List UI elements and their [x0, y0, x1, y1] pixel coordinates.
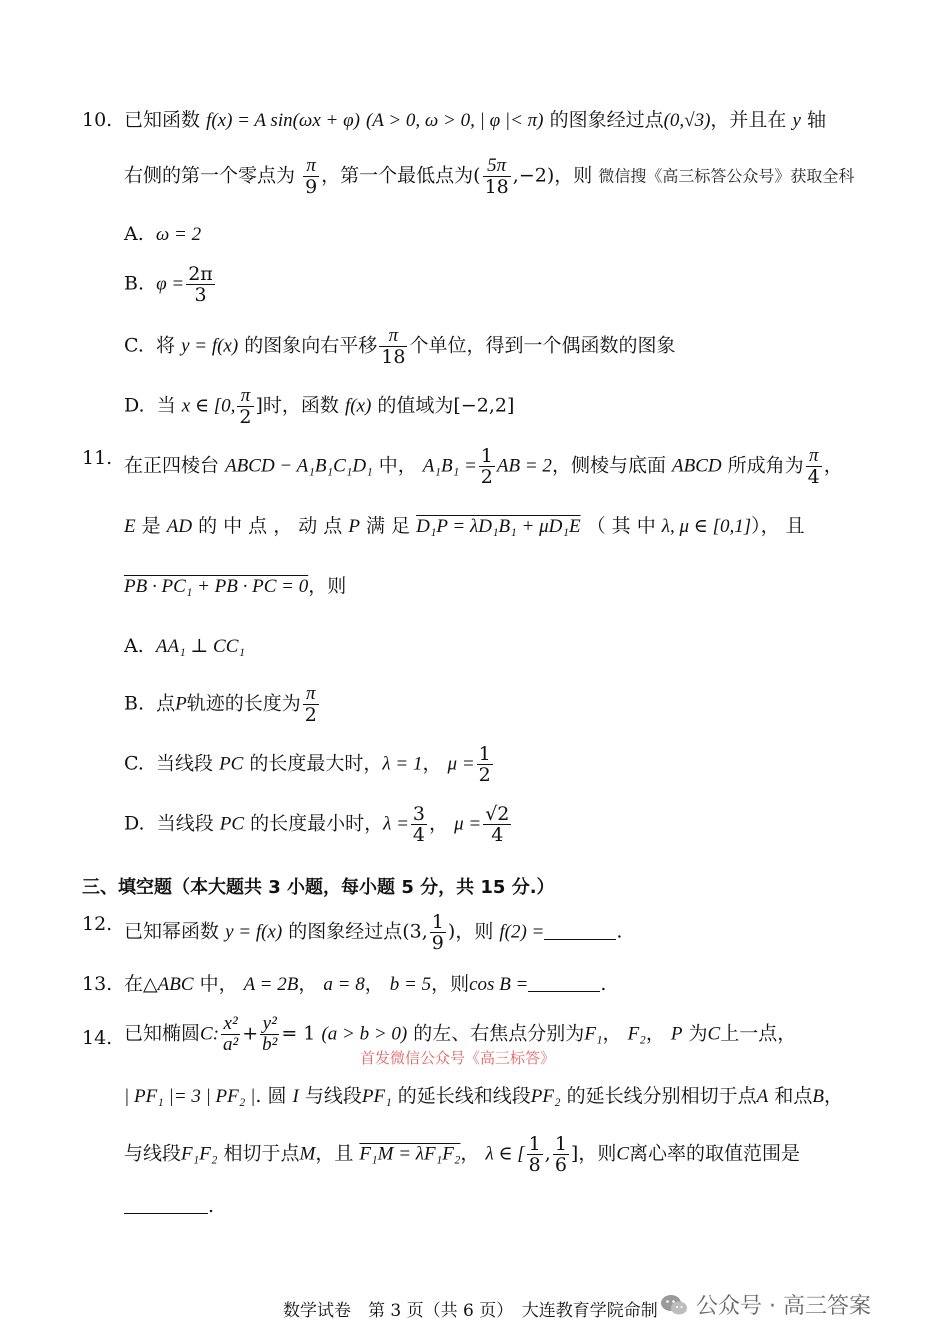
- q12-answer-blank[interactable]: [544, 921, 616, 940]
- q10-point: (0,√3): [663, 110, 711, 131]
- page-footer: 数学试卷 第 3 页（共 6 页） 大连教育学院命制: [283, 1301, 658, 1321]
- q14-answer-blank[interactable]: [124, 1195, 208, 1214]
- q12-number: 12.: [82, 913, 113, 935]
- watermark-red: 首发微信公众号《高三标答》: [360, 1049, 556, 1067]
- q13-answer-blank[interactable]: [528, 973, 600, 992]
- section-heading: 三、填空题（本大题共 3 小题，每小题 5 分，共 15 分.）: [82, 877, 555, 898]
- q10-y: y: [792, 110, 801, 131]
- q11-solid: ABCD − A₁B₁C₁D₁: [225, 455, 373, 477]
- watermark-text: 微信搜《高三标答公众号》获取全科: [598, 166, 855, 186]
- q10-function: f(x) = A sin(ωx + φ): [206, 110, 360, 131]
- q10-number: 10.: [82, 109, 113, 131]
- q10-zero-fraction: $\frac{\pi}{9}$: [305, 155, 318, 198]
- q10-text: 已知函数: [124, 109, 201, 131]
- q10-text: ，第一个最低点为: [321, 164, 474, 187]
- q11-vector-eq: D₁P = λD₁B₁ + μD₁E: [416, 516, 581, 537]
- q10-min-fraction: $\frac{5\pi}{18}$: [484, 155, 509, 198]
- wechat-icon: [660, 1293, 688, 1317]
- q10-text: 右侧的第一个零点为: [124, 164, 296, 187]
- q13-number: 13.: [82, 973, 113, 995]
- q11-number: 11.: [82, 447, 113, 469]
- q10-text: 的图象经过点: [549, 109, 664, 131]
- exam-page: 10. 已知函数 f(x) = A sin(ωx + φ) (A > 0, ω > 0, | φ |< π) 的图象经过点(0,√3)，并且在 y 轴 右侧的第一个零点为 $\frac{\pi}{9}$ ，第一个最低点为( $\frac{5\pi}{18}$ ,−2)，则 微信搜《高三标答公众号》获取全科 A. ω = 2 B. φ = $\frac{2\pi}{3}$ C. 将 y = f(x) 的图象向右平移 $\frac{\pi}{18}$ 个单位，得到一个偶函数的图象 D. 当 x ∈ [0, $\frac{\pi}{2}$ ]时，函数 f(x) 的值域为[−2,2] 11. 在正四棱台 ABCD − A₁B₁C₁D₁ 中， A₁B₁ = $\frac{1}{2}$ AB = 2，侧棱与底面 ABCD 所成角为 $\frac{\pi}{4}$ ， E 是 AD 的 中 点 ， 动 点 P 满 足 D₁P = λD₁B₁ + μD₁E （ 其 中 λ, μ ∈ [0,1]）， 且 PB · PC₁ + PB · PC = 0，则 A. AA₁ ⊥ CC₁ B. 点P轨迹的长度为 $\frac{\pi}{2}$ C. 当线段 PC 的长度最大时，λ = 1， μ = $\frac{1}{2}$ D. 当线段 PC 的长度最小时，λ = $\frac{3}{4}$ ， μ = $\frac{√2}{4}$ 三、填空题（本大题共 3 小题，每小题 5 分，共 15 分.） 12. 已知幂函数 y = f(x) 的图象经过点(3, $\frac{1}{9}$ )，则 f(2) = . 13. 在△ABC 中， A = 2B， a = 8， b = 5，则cos B = . 14. 已知椭圆C: $\frac{\text{x²}}{\text{a²}}$ + $\frac{\text{y²}}{\text{b²}}$ = 1 (a > b > 0) 的左、右焦点分别为F₁， F₂， P 为C上一点， 首发微信公众号《高三标答》 | PF₁ |= 3 | PF₂ |. 圆 I 与线段PF₁ 的延长线和线段PF₂ 的延长线分别相切于点A 和点B， 与线段F₁F₂ 相切于点M，且 F₁M = λF₁F₂， λ ∈ [ $\frac{1}{8}$ , $\frac{1}{6}$ ]，则C离心率的取值范围是 . 数学试卷 第 3 页（共 6 页） 大连教育学院命制 公众号 · 高三答案: [82, 109, 871, 1321]
- q10-text: ，并且在: [710, 109, 787, 131]
- brand-watermark: [660, 1289, 871, 1320]
- q10-text: ，则: [554, 164, 593, 187]
- q14-number: 14.: [82, 1027, 113, 1049]
- q10-condition: (A > 0, ω > 0, | φ |< π): [365, 110, 544, 131]
- q10-text: 轴: [806, 109, 826, 131]
- brand-text: 公众号 · 高三答案: [696, 1294, 871, 1319]
- q11-dot-product: PB · PC₁ + PB · PC = 0: [124, 576, 309, 597]
